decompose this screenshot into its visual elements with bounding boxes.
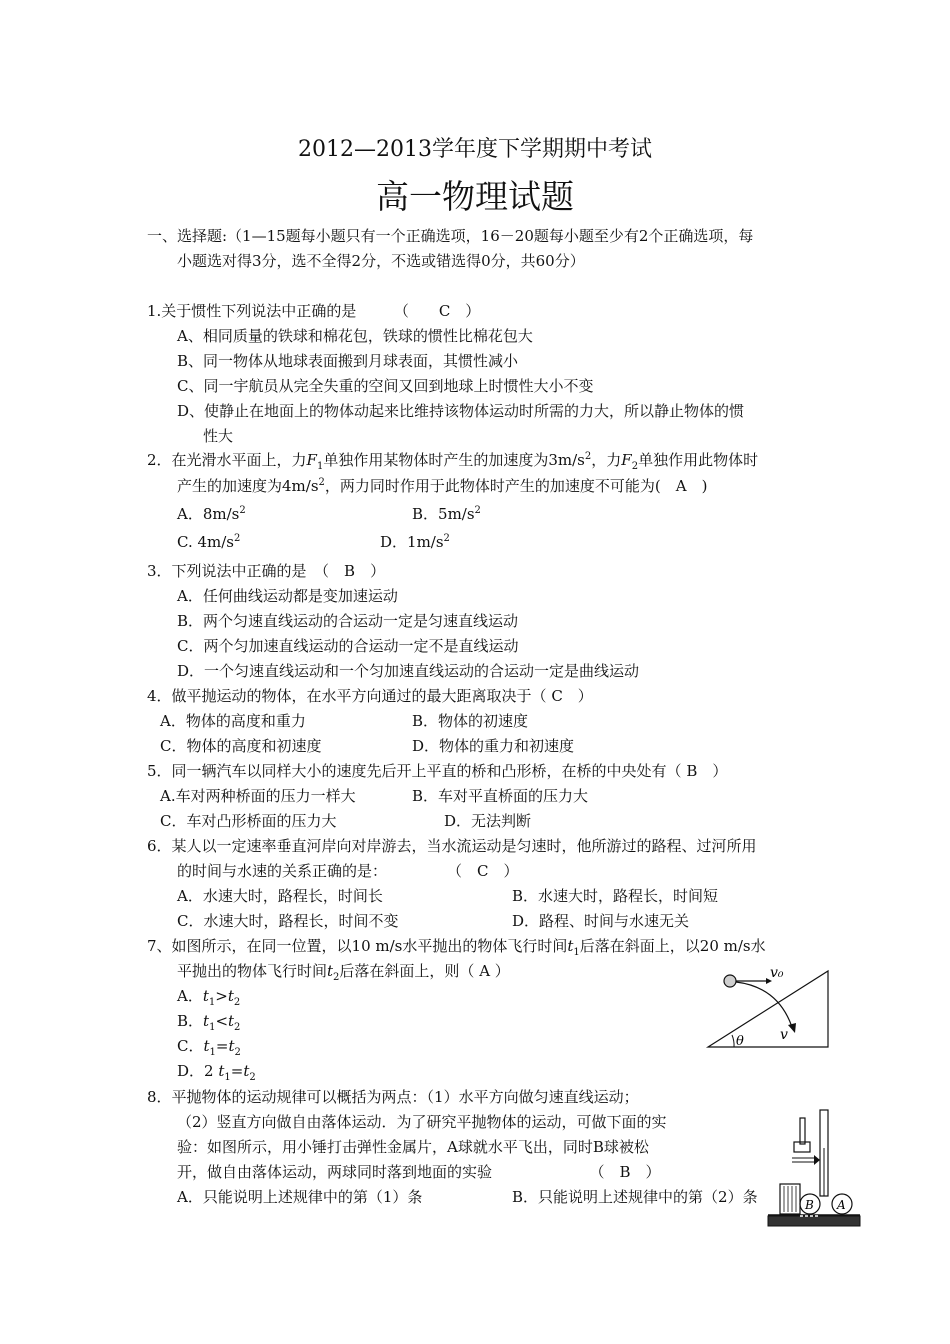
ground-base [768, 1216, 860, 1226]
q7-d-t2: t [243, 1062, 250, 1080]
question-7-stem [147, 936, 766, 956]
q7-a-t2-sub: 2 [233, 997, 241, 1008]
q7-text-1: 7、如图所示，在同一位置，以10 m/s水平抛出的物体飞行时间 [147, 937, 568, 955]
q2-sq-2: 2 [318, 477, 325, 488]
label-v0: v₀ [770, 965, 784, 981]
q7-text-4: 后落在斜面上，则（ A ） [339, 962, 510, 980]
q2-sq-1: 2 [584, 451, 592, 462]
q2-d-text: D．1m/s [380, 533, 444, 551]
q7-d-t2-sub: 2 [249, 1072, 256, 1083]
q2-text-2: 单独作用某物体时产生的加速度为3m/s [323, 451, 585, 469]
question-8-option-a: A．只能说明上述规律中的第（1）条 [177, 1188, 423, 1206]
q7-t1-sub: 1 [573, 947, 580, 958]
question-7-option-b [177, 1011, 240, 1031]
question-5-stem: 5．同一辆汽车以同样大小的速度先后开上平直的桥和凸形桥，在桥的中央处有（ B ） [147, 762, 728, 780]
q2-a-text: A．8m/s [177, 505, 240, 523]
ball-a-label: A [837, 1198, 846, 1212]
question-2-stem-cont [177, 476, 707, 496]
exam-title: 2012—2013学年度下学期期中考试 [298, 137, 652, 162]
q2-f1: F [306, 451, 317, 469]
q7-text-2: 后落在斜面上，以20 m/s水 [579, 937, 766, 955]
question-5-option-b: B．车对平直桥面的压力大 [412, 787, 589, 805]
projectile-ball [724, 975, 736, 987]
q7-b-op: < [215, 1012, 229, 1030]
question-3-option-c: C．两个匀加速直线运动的合运动一定不是直线运动 [177, 637, 519, 655]
question-8-option-b: B．只能说明上述规律中的第（2）条 [512, 1188, 758, 1206]
question-8-line3: 验：如图所示，用小锤打击弹性金属片，A球就水平飞出，同时B球被松 [177, 1138, 649, 1156]
q7-t1: t [567, 937, 574, 955]
q2-text-3: ，力 [591, 451, 622, 469]
question-2-option-b [412, 504, 481, 524]
q2-text-1: 2．在光滑水平面上，力 [147, 451, 307, 469]
q7-b-t2: t [228, 1012, 235, 1030]
q2-b-sq: 2 [474, 505, 481, 516]
q7-b-t2-sub: 2 [234, 1022, 241, 1033]
section-instructions-line1: 一、选择题:（1—15题每小题只有一个正确选项，16－20题每小题至少有2个正确选项，每 [147, 227, 754, 245]
question-1-stem: 1.关于惯性下列说法中正确的是 （ C ） [147, 302, 481, 320]
q2-b-text: B．5m/s [412, 505, 475, 523]
trajectory-arrowhead [788, 1023, 796, 1033]
question-3-option-b: B．两个匀速直线运动的合运动一定是匀速直线运动 [177, 612, 519, 630]
q7-c-label: C． [177, 1037, 204, 1055]
question-6-option-b: B．水速大时，路程长，时间短 [512, 887, 719, 905]
q7-t2: t [327, 962, 334, 980]
question-1-option-b: B、同一物体从地球表面搬到月球表面，其惯性减小 [177, 352, 519, 370]
q7-b-t1: t [203, 1012, 210, 1030]
question-2-option-d [380, 532, 450, 552]
q7-c-t1-sub: 1 [209, 1047, 216, 1058]
question-7-option-c [177, 1036, 241, 1056]
q2-sub-1: 1 [316, 461, 324, 472]
q7-b-t1-sub: 1 [209, 1022, 216, 1033]
question-8-line4: 开，做自由落体运动，两球同时落到地面的实验 （ B ） [177, 1163, 661, 1181]
question-6-option-d: D．路程、时间与水速无关 [512, 912, 690, 930]
question-4-option-b: B．物体的初速度 [412, 712, 529, 730]
q2-sub-2: 2 [631, 461, 639, 472]
q7-d-t1-sub: 1 [224, 1072, 231, 1083]
trajectory-curve [736, 982, 792, 1027]
question-5-option-a: A.车对两种桥面的压力一样大 [160, 787, 356, 805]
q2-f2: F [621, 451, 632, 469]
q7-c-t2-sub: 2 [234, 1047, 241, 1058]
free-fall-apparatus-figure [762, 1108, 862, 1230]
label-v: v [780, 1027, 788, 1043]
label-theta: θ [736, 1034, 744, 1049]
question-1-option-d: D、使静止在地面上的物体动起来比维持该物体运动时所需的力大，所以静止物体的惯 [177, 402, 745, 420]
question-2-option-a [177, 504, 246, 524]
q7-c-op: = [215, 1037, 229, 1055]
q7-a-op: > [215, 987, 228, 1005]
q2-c-sq: 2 [234, 533, 241, 544]
q2-a-sq: 2 [239, 505, 246, 516]
question-5-option-c: C．车对凸形桥面的压力大 [160, 812, 337, 830]
q7-a-t2: t [227, 987, 234, 1005]
q2-text-6: ，两力同时作用于此物体时产生的加速度不可能为( A ) [324, 477, 708, 495]
q7-b-label: B． [177, 1012, 204, 1030]
question-6-option-c: C．水速大时，路程长，时间不变 [177, 912, 399, 930]
question-4-stem: 4．做平抛运动的物体，在水平方向通过的最大距离取决于（ C ） [147, 687, 593, 705]
q7-a-t1: t [202, 987, 209, 1005]
q7-t2-sub: 2 [333, 972, 340, 983]
q7-c-t2: t [228, 1037, 235, 1055]
q2-d-sq: 2 [443, 533, 450, 544]
question-3-option-d: D．一个匀速直线运动和一个匀加速直线运动的合运动一定是曲线运动 [177, 662, 640, 680]
q7-text-3: 平抛出的物体飞行时间 [177, 962, 328, 980]
question-7-stem-cont [177, 961, 510, 981]
question-1-option-a: A、相同质量的铁球和棉花包，铁球的惯性比棉花包大 [177, 327, 533, 345]
question-4-option-d: D．物体的重力和初速度 [412, 737, 575, 755]
question-8-line2: （2）竖直方向做自由落体运动．为了研究平抛物体的运动，可做下面的实 [177, 1113, 667, 1131]
incline-projectile-figure [700, 965, 840, 1055]
question-6-option-a: A．水速大时，路程长，时间长 [177, 887, 383, 905]
question-7-option-a [177, 986, 240, 1006]
hammer-strike-arrow [814, 1155, 820, 1165]
question-2-stem [147, 450, 758, 470]
ball-b-label: B [805, 1198, 814, 1212]
question-7-option-d [177, 1061, 256, 1081]
section-instructions-line2: 小题选对得3分，选不全得2分，不选或错选得0分，共60分） [177, 252, 585, 270]
q7-d-label: D．2 [177, 1062, 219, 1080]
q7-a-label: A． [177, 987, 203, 1005]
question-4-option-a: A．物体的高度和重力 [160, 712, 306, 730]
question-5-option-d: D．无法判断 [444, 812, 532, 830]
q2-text-5: 产生的加速度为4m/s [177, 477, 319, 495]
question-8-line1: 8．平抛物体的运动规律可以概括为两点：（1）水平方向做匀速直线运动； [147, 1088, 639, 1106]
question-1-option-d-cont: 性大 [203, 427, 234, 445]
q7-a-t1-sub: 1 [208, 997, 216, 1008]
question-6-stem-cont: 的时间与水速的关系正确的是： （ C ） [177, 862, 519, 880]
subject-title: 高一物理试题 [376, 177, 574, 216]
question-3-stem: 3．下列说法中正确的是 （ B ） [147, 562, 386, 580]
q7-d-t1: t [218, 1062, 225, 1080]
question-2-option-c [177, 532, 240, 552]
q2-c-text: C. 4m/s [177, 533, 234, 551]
q2-text-4: 单独作用此物体时 [638, 451, 759, 469]
q7-c-t1: t [203, 1037, 210, 1055]
hammer-handle [800, 1118, 805, 1144]
question-3-option-a: A．任何曲线运动都是变加速运动 [177, 587, 398, 605]
question-1-option-c: C、同一宇航员从完全失重的空间又回到地球上时惯性大小不变 [177, 377, 594, 395]
angle-arc [732, 1035, 734, 1047]
question-6-stem: 6．某人以一定速率垂直河岸向对岸游去，当水流运动是匀速时，他所游过的路程、过河所用 [147, 837, 757, 855]
base-block [780, 1184, 800, 1214]
question-4-option-c: C．物体的高度和初速度 [160, 737, 322, 755]
q7-d-op: = [230, 1062, 244, 1080]
